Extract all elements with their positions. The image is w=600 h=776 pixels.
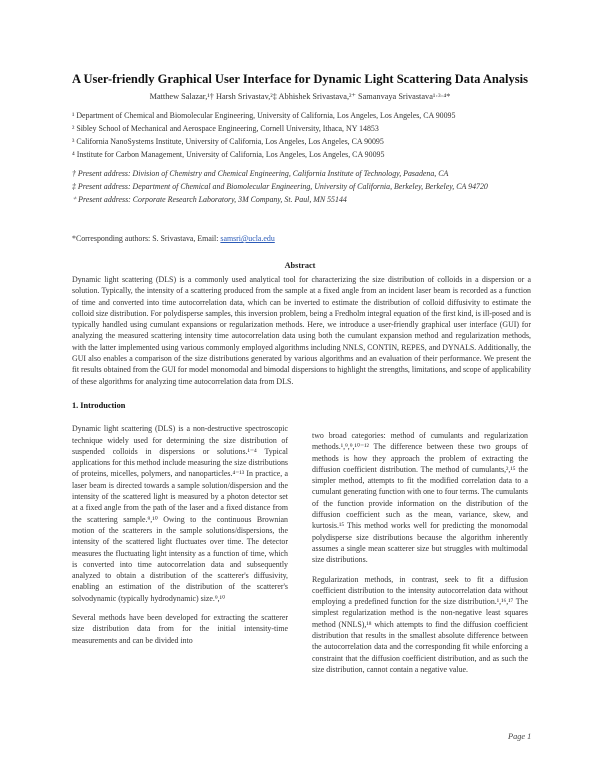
right-column (312, 430, 528, 683)
paragraph: Dynamic light scattering (DLS) is a non-destructive spectroscopic technique widely used for determining the size distribution of suspended colloids in dispersions or solutions.¹⁻⁴ Typical applications for this method include measuring the size distributions of proteins, micelles, polymers, and nanoparticles.⁴⁻¹³ In practice, a laser beam is directed towards a sample solution/dispersion and the intensity of the scattered light is measured by a photon detector set at a fixed angle from the path of the laser and a fixed distance from the scattering sample.⁹,¹⁰ Owing to the continuous Brownian motion of the scatterers in the sample solutions/dispersions, the intensity of the scattered light fluctuates over time. The detector measures the fluctuating light intensity as a function of time, which is converted into time autocorrelation data and subsequently analyzed to obtain a distribution of the scatterer's diffusivity, enabling an estimation of the distribution of the scatterer's solvodynamic (typically hydrodynamic) size.⁹,¹⁰ (72, 424, 288, 603)
present-address: † Present address: Division of Chemistry and Chemical Engineering, California Institute of Technology, Pasadena, CA (72, 169, 449, 178)
page-number: Page 1 (508, 732, 532, 741)
left-column (72, 400, 288, 654)
abstract-text: Dynamic light scattering (DLS) is a commonly used analytical tool for characterizing the size distribution of colloids in a dispersion or a solution. Typically, the intensity of a scattering produced from the sample at a fixed angle from an incident laser beam is recorded as a function of time and converted into time autocorrelation data, which can be inverted to estimate the distribution of colloid diffusivity to estimate the colloid size distribution. For polydisperse samples, this inversion problem, being a Fredholm integral equation of the first kind, is ill-posed and is typically handled using cumulant expansions or regularization methods. Here, we introduce a user-friendly graphical user interface (GUI) for analyzing the measured scattering intensity time autocorrelation data using both the cumulant expansion method and regularization methods, with the latter implemented using various commonly employed algorithms including NNLS, CONTIN, REPES, and DYNALS. Additionally, the GUI also enables a comparison of the size distributions generated by various algorithms and an evaluation of their performance. We present the fit results obtained from the GUI for model monomodal and bimodal dispersions to highlight the strengths, limitations, and scope of applicability of these algorithms for analyzing time autocorrelation data from DLS. (72, 275, 531, 386)
paragraph: Regularization methods, in contrast, seek to fit a diffusion coefficient distribution to the intensity autocorrelation data without employing a predefined function for the size distribution.¹,¹⁶,¹⁷ The simplest regularization method is the non-negative least squares method (NNLS),¹⁸ which attempts to find the diffusion coefficient distribution that results in the smallest absolute difference between the autocorrelation data and the corresponding fit while enforcing a constraint that the diffusion coefficient distribution, and as such the size distribution, cannot contain a negative value. (312, 574, 528, 674)
paper-title: A User-friendly Graphical User Interface for Dynamic Light Scattering Data Analysis (72, 72, 528, 86)
present-address: ⁺ Present address: Corporate Research Laboratory, 3M Company, St. Paul, MN 55144 (72, 195, 347, 204)
section-heading: 1. Introduction (72, 401, 126, 410)
affiliation: ¹ Department of Chemical and Biomolecular Engineering, University of California, Los Angeles, Los Angeles, CA 90095 (72, 111, 456, 120)
present-address: ‡ Present address: Department of Chemical and Biomolecular Engineering, University of California, Berkeley, Berkeley, CA 94720 (72, 182, 488, 191)
affiliation: ⁴ Institute for Carbon Management, University of California, Los Angeles, Los Angeles, CA 90095 (72, 150, 385, 159)
affiliation: ³ California NanoSystems Institute, University of California, Los Angeles, Los Angeles, CA 90095 (72, 137, 384, 146)
affiliation: ² Sibley School of Mechanical and Aerospace Engineering, Cornell University, Ithaca, NY 14853 (72, 124, 379, 133)
corresponding-email-link[interactable]: samsri@ucla.edu (220, 234, 275, 243)
author-list: Matthew Salazar,¹† Harsh Srivastav,²‡ Abhishek Srivastava,²⁺ Samanvaya Srivastava¹·³·⁴* (149, 92, 451, 101)
abstract-heading: Abstract (284, 261, 316, 270)
paragraph: Several methods have been developed for extracting the scatterer size distribution data from for the initial intensity-time measurements and can be divided into (72, 613, 288, 645)
corresponding-authors (72, 234, 275, 243)
corresponding-label: *Corresponding authors: S. Srivastava, Email: (72, 234, 219, 243)
paragraph: two broad categories: method of cumulants and regularization methods.¹,⁹,⁹,¹⁰⁻¹² The difference between these two groups of methods is how they approach the problem of extracting the diffusion coefficient distribution. The method of cumulants,²,¹⁵ the simpler method, attempts to fit the modified correlation data to a cumulant generating function with one to four terms. The cumulants of the function provide information on the distribution of the diffusion coefficient such as the mean, variance, skew, and kurtosis.¹⁵ This method works well for predicting the monomodal polydisperse size distributions because the algorithm inherently assumes a single mean scatterer size but struggles with multimodal size distributions. (312, 431, 528, 565)
